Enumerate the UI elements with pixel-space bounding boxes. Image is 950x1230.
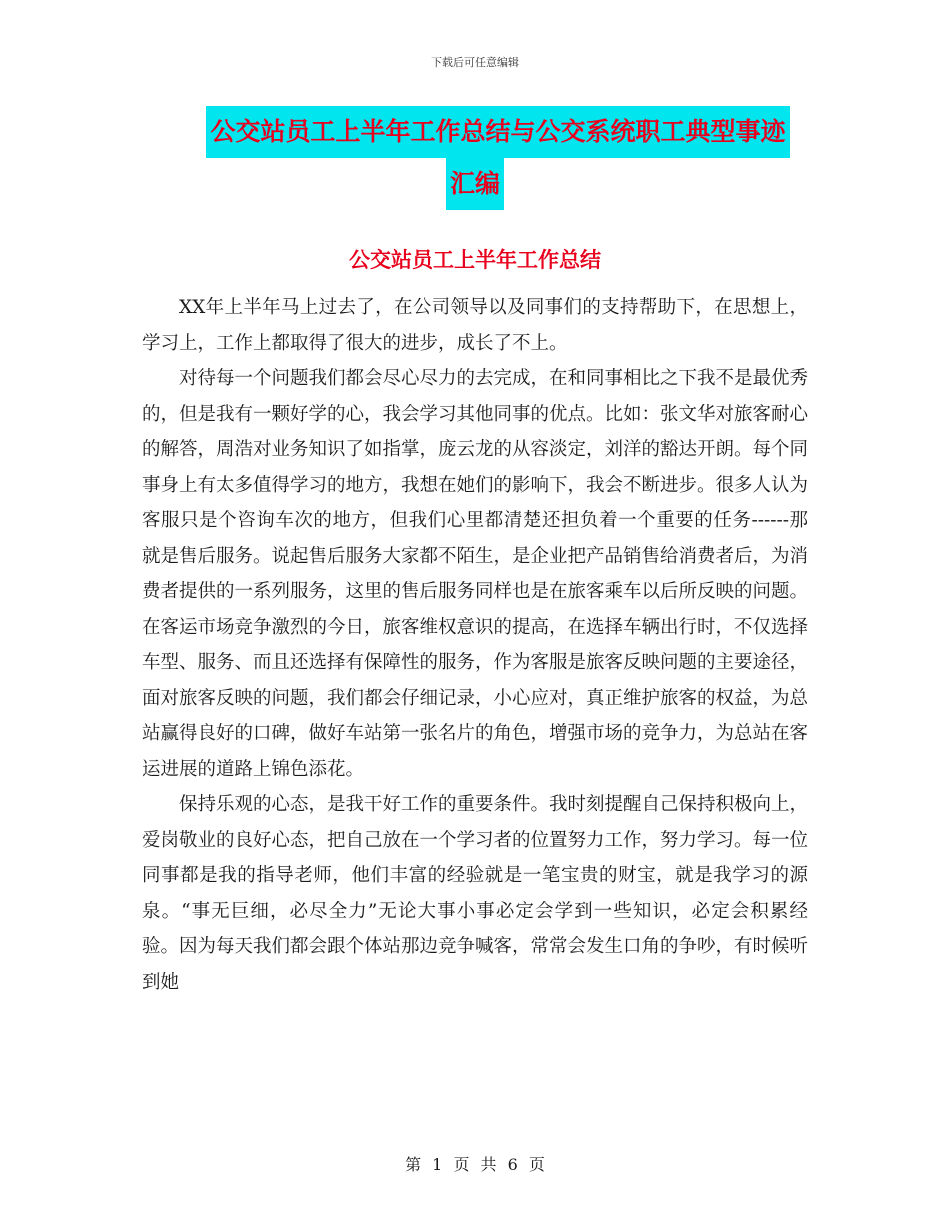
section-title: 公交站员工上半年工作总结 xyxy=(349,247,601,272)
paragraph-2: 对待每一个问题我们都会尽心尽力的去完成，在和同事相比之下我不是最优秀的，但是我有一颗好学的心，我会学习其他同事的优点。比如：张文华对旅客耐心的解答，周浩对业务知识了如指掌，庞云龙的从容淡定，刘洋的豁达开朗。每个同事身上有太多值得学习的地方，我想在她们的影响下，我会不断进步。很多人认为客服只是个咨询车次的地方，但我们心里都清楚还担负着一个重要的任务------那就是售后服务。说起售后服务大家都不陌生，是企业把产品销售给消费者后，为消费者提供的一系列服务，这里的售后服务同样也是在旅客乘车以后所反映的问题。在客运市场竞争激烈的今日，旅客维权意识的提高，在选择车辆出行时，不仅选择车型、服务、而且还选择有保障性的服务，作为客服是旅客反映问题的主要途径，面对旅客反映的问题，我们都会仔细记录，小心应对，真正维护旅客的权益，为总站赢得良好的口碑，做好车站第一张名片的角色，增强市场的竞争力，为总站在客运进展的道路上锦色添花。 xyxy=(142,368,809,780)
page-number-footer: 第 1 页 共 6 页 xyxy=(405,1155,545,1174)
paragraph-3: 保持乐观的心态，是我干好工作的重要条件。我时刻提醒自己保持积极向上，爱岗敬业的良好心态，把自己放在一个学习者的位置努力工作，努力学习。每一位同事都是我的指导老师，他们丰富的经验就是一笔宝贵的财宝，就是我学习的源泉。“事无巨细，必尽全力”无论大事小事必定会学到一些知识，必定会积累经验。因为每天我们都会跟个体站那边竞争喊客，常常会发生口角的争吵，有时候听到她 xyxy=(142,794,809,993)
document-title-line-2: 汇编 xyxy=(446,158,504,210)
page-header-note: 下载后可任意编辑 xyxy=(431,56,519,69)
document-title xyxy=(0,106,950,210)
document-body xyxy=(142,290,808,1000)
paragraph-1: XX年上半年马上过去了，在公司领导以及同事们的支持帮助下，在思想上，学习上，工作上都取得了很大的进步，成长了不上。 xyxy=(142,297,808,354)
document-title-line-1: 公交站员工上半年工作总结与公交系统职工典型事迹 xyxy=(206,106,789,158)
